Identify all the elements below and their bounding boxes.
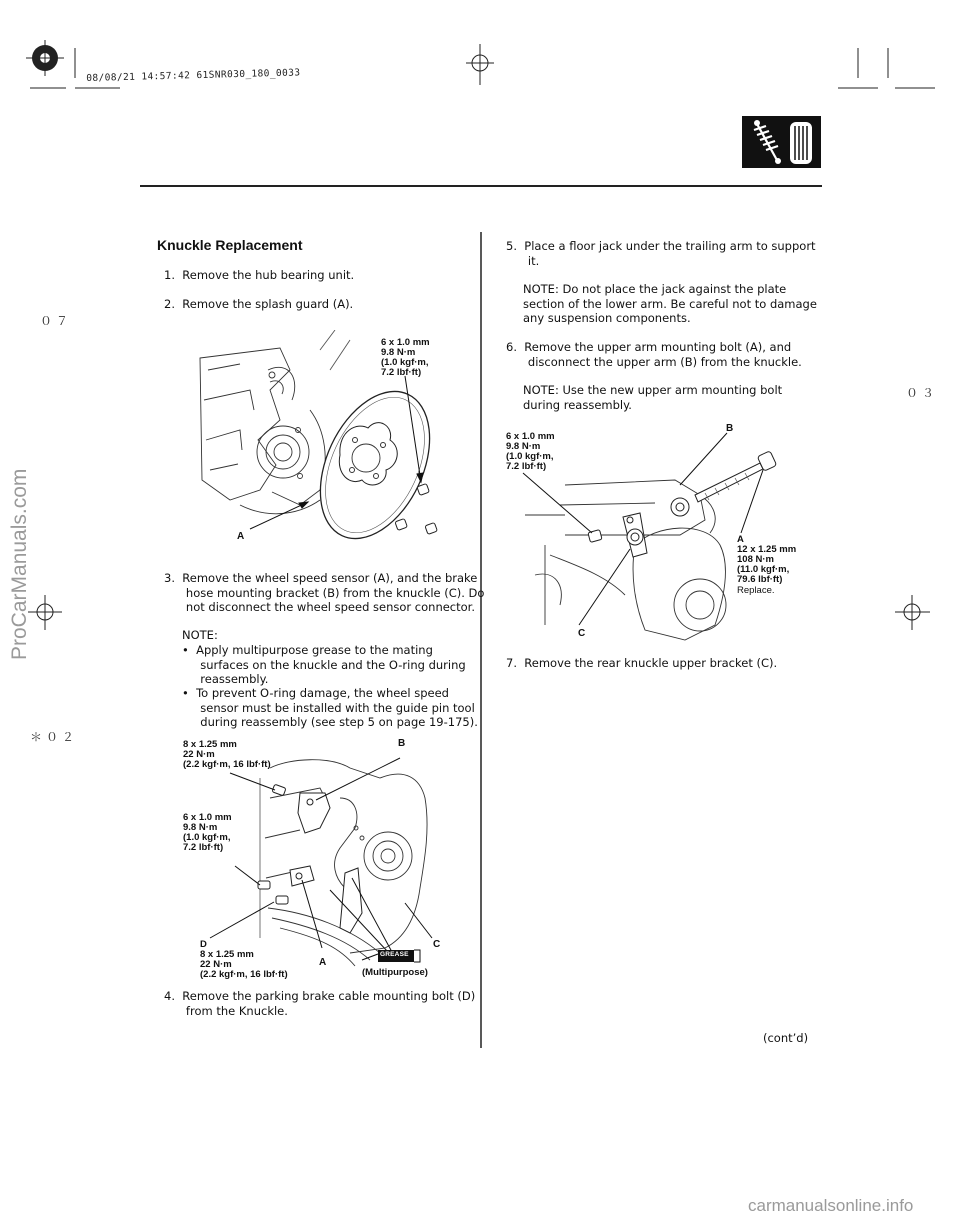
- suspension-shock-tire-icon: [742, 116, 821, 168]
- fig3-label-c: C: [578, 628, 586, 639]
- fig3-spec-a: A 12 x 1.25 mm 108 N·m (11.0 kgf·m, 79.6 lbf·ft): [737, 534, 797, 585]
- step-4: 4. Remove the parking brake cable mounting bolt (D) from the Knuckle.: [164, 989, 476, 1018]
- speed-sensor: [290, 866, 314, 886]
- brake-hose-bracket: [298, 793, 330, 833]
- fig3-label-b: B: [726, 423, 734, 434]
- fig2-label-a: A: [319, 957, 327, 968]
- step-6: 6. Remove the upper arm mounting bolt (A), and disconnect the upper arm (B) from the knuckle.: [506, 340, 802, 369]
- page-title: Knuckle Replacement: [157, 237, 303, 253]
- step-3: 3. Remove the wheel speed sensor (A), and the brake hose mounting bracket (B) from the knuckle (C). Do not disconnect the wheel speed sensor connector.: [164, 571, 485, 614]
- fig2-bolts: [258, 784, 288, 904]
- step-5: 5. Place a floor jack under the trailing arm to support it.: [506, 239, 816, 268]
- fig3-spec-left: 6 x 1.0 mm 9.8 N·m (1.0 kgf·m, 7.2 lbf·ft): [506, 431, 555, 472]
- registration-mark-top-left: [26, 40, 64, 76]
- registration-mark-left: [28, 595, 62, 630]
- fig2-spec-top: 8 x 1.25 mm 22 N·m (2.2 kgf·m, 16 lbf·ft): [183, 739, 271, 770]
- registration-mark-top-center: [466, 44, 494, 85]
- grease-tag: GREASE: [380, 951, 409, 958]
- fig1-label-a: A: [237, 531, 245, 542]
- step-2: 2. Remove the splash guard (A).: [164, 297, 354, 311]
- note-title: NOTE:: [182, 628, 218, 642]
- registration-mark-right: [895, 595, 930, 630]
- margin-mark-right: ０３: [906, 386, 939, 400]
- watermark-carmanualsonline: carmanualsonline.info: [748, 1196, 914, 1215]
- grease-note: (Multipurpose): [362, 967, 428, 978]
- fig1-torque-spec: 6 x 1.0 mm 9.8 N·m (1.0 kgf·m, 7.2 lbf·ft): [381, 337, 430, 378]
- fig3-replace-note: Replace.: [737, 585, 775, 596]
- step-1: 1. Remove the hub bearing unit.: [164, 268, 355, 282]
- fig2-label-c: C: [433, 939, 441, 950]
- upper-arm-mounting-bolt: [695, 451, 777, 502]
- fig2-spec-mid: 6 x 1.0 mm 9.8 N·m (1.0 kgf·m, 7.2 lbf·ft): [183, 812, 232, 853]
- step-7: 7. Remove the rear knuckle upper bracket (C).: [506, 656, 778, 670]
- note-item-grease: • Apply multipurpose grease to the mating surfaces on the knuckle and the O-ring during reassembly.: [182, 643, 466, 686]
- fig2-spec-d: D 8 x 1.25 mm 22 N·m (2.2 kgf·m, 16 lbf·ft): [200, 939, 288, 980]
- note-item-oring: • To prevent O-ring damage, the wheel speed sensor must be installed with the guide pin tool during reassembly (see step 5 on page 19-175).: [182, 686, 478, 729]
- watermark-procarmanuals: ProCarManuals.com: [8, 468, 31, 660]
- margin-mark-left-bottom: ＊０２: [30, 730, 79, 744]
- print-stamp: 08/08/21 14:57:42 61SNR030_180_0033: [86, 67, 301, 84]
- note-5: NOTE: Do not place the jack against the plate section of the lower arm. Be careful not to damage any suspension components.: [523, 282, 817, 325]
- margin-mark-left-top: ０７: [40, 314, 73, 328]
- knuckle-bracket-c: [340, 868, 362, 933]
- fig2-label-b: B: [398, 738, 406, 749]
- fig3-washer: [671, 498, 689, 516]
- continued-note: (cont’d): [763, 1031, 809, 1045]
- note-6: NOTE: Use the new upper arm mounting bolt during reassembly.: [523, 383, 783, 412]
